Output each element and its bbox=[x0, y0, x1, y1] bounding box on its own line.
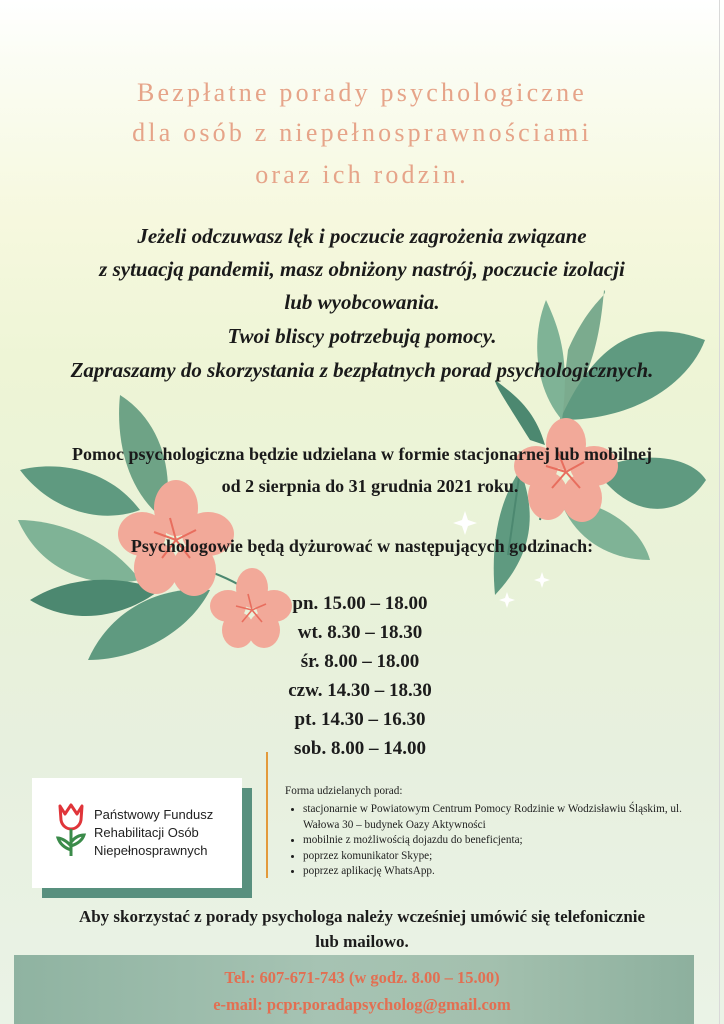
schedule-item: sob. 8.00 – 14.00 bbox=[294, 738, 426, 759]
title-line-2: dla osób z niepełnosprawnościami bbox=[132, 118, 592, 147]
advice-forms bbox=[285, 784, 710, 879]
schedule-item: wt. 8.30 – 18.30 bbox=[297, 622, 423, 643]
title-line-3: oraz ich rodzin. bbox=[255, 160, 469, 189]
advice-forms-heading: Forma udzielanych porad: bbox=[285, 785, 403, 797]
cta-line-2: lub mailowo. bbox=[315, 932, 409, 951]
schedule-item: pn. 15.00 – 18.00 bbox=[292, 593, 428, 614]
list-item: • mobilnie z możliwością dojazdu do beneficjenta; bbox=[303, 833, 710, 848]
pfron-name-line-3: Niepełnosprawnych bbox=[94, 843, 208, 858]
intro-line-5: Zapraszamy do skorzystania z bezpłatnych porad psychologicznych. bbox=[70, 358, 654, 382]
schedule-item: pt. 14.30 – 16.30 bbox=[294, 709, 426, 730]
list-item: • poprzez aplikację WhatsApp. bbox=[303, 864, 710, 879]
pfron-name bbox=[94, 806, 244, 860]
cta-line-1: Aby skorzystać z porady psychologa należy wcześniej umówić się telefonicznie bbox=[78, 907, 646, 926]
info-line-1: Pomoc psychologiczna będzie udzielana w formie stacjonarnej lub mobilnej bbox=[72, 444, 652, 464]
pfron-logo-card bbox=[32, 778, 242, 888]
divider-line bbox=[266, 752, 268, 878]
pfron-tulip-icon bbox=[54, 802, 88, 858]
intro-line-3: lub wyobcowania. bbox=[284, 290, 440, 314]
schedule-item: czw. 14.30 – 18.30 bbox=[288, 680, 432, 701]
info-line-2: od 2 sierpnia do 31 grudnia 2021 roku. bbox=[221, 476, 519, 496]
pfron-name-line-1: Państwowy Fundusz bbox=[94, 807, 214, 822]
title-line-1: Bezpłatne porady psychologiczne bbox=[136, 78, 588, 107]
contact-phone: Tel.: 607-671-743 (w godz. 8.00 – 15.00) bbox=[224, 968, 500, 987]
intro-line-2: z sytuacją pandemii, masz obniżony nastrój, poczucie izolacji bbox=[99, 257, 625, 281]
pfron-name-line-2: Rehabilitacji Osób bbox=[94, 825, 199, 840]
advice-forms-list bbox=[285, 802, 710, 879]
list-item: • stacjonarnie w Powiatowym Centrum Pomocy Rodzinie w Wodzisławiu Śląskim, ul. Wałowa 30 – budynek Oazy Aktywności bbox=[303, 802, 710, 833]
schedule-item: śr. 8.00 – 18.00 bbox=[300, 651, 420, 672]
list-item: • poprzez komunikator Skype; bbox=[303, 849, 710, 864]
intro-line-4: Twoi bliscy potrzebują pomocy. bbox=[227, 324, 497, 348]
intro-line-1: Jeżeli odczuwasz lęk i poczucie zagrożenia związane bbox=[137, 224, 587, 248]
contact-email: e-mail: pcpr.poradapsycholog@gmail.com bbox=[213, 995, 511, 1014]
schedule-intro: Psychologowie będą dyżurować w następujących godzinach: bbox=[130, 536, 594, 556]
